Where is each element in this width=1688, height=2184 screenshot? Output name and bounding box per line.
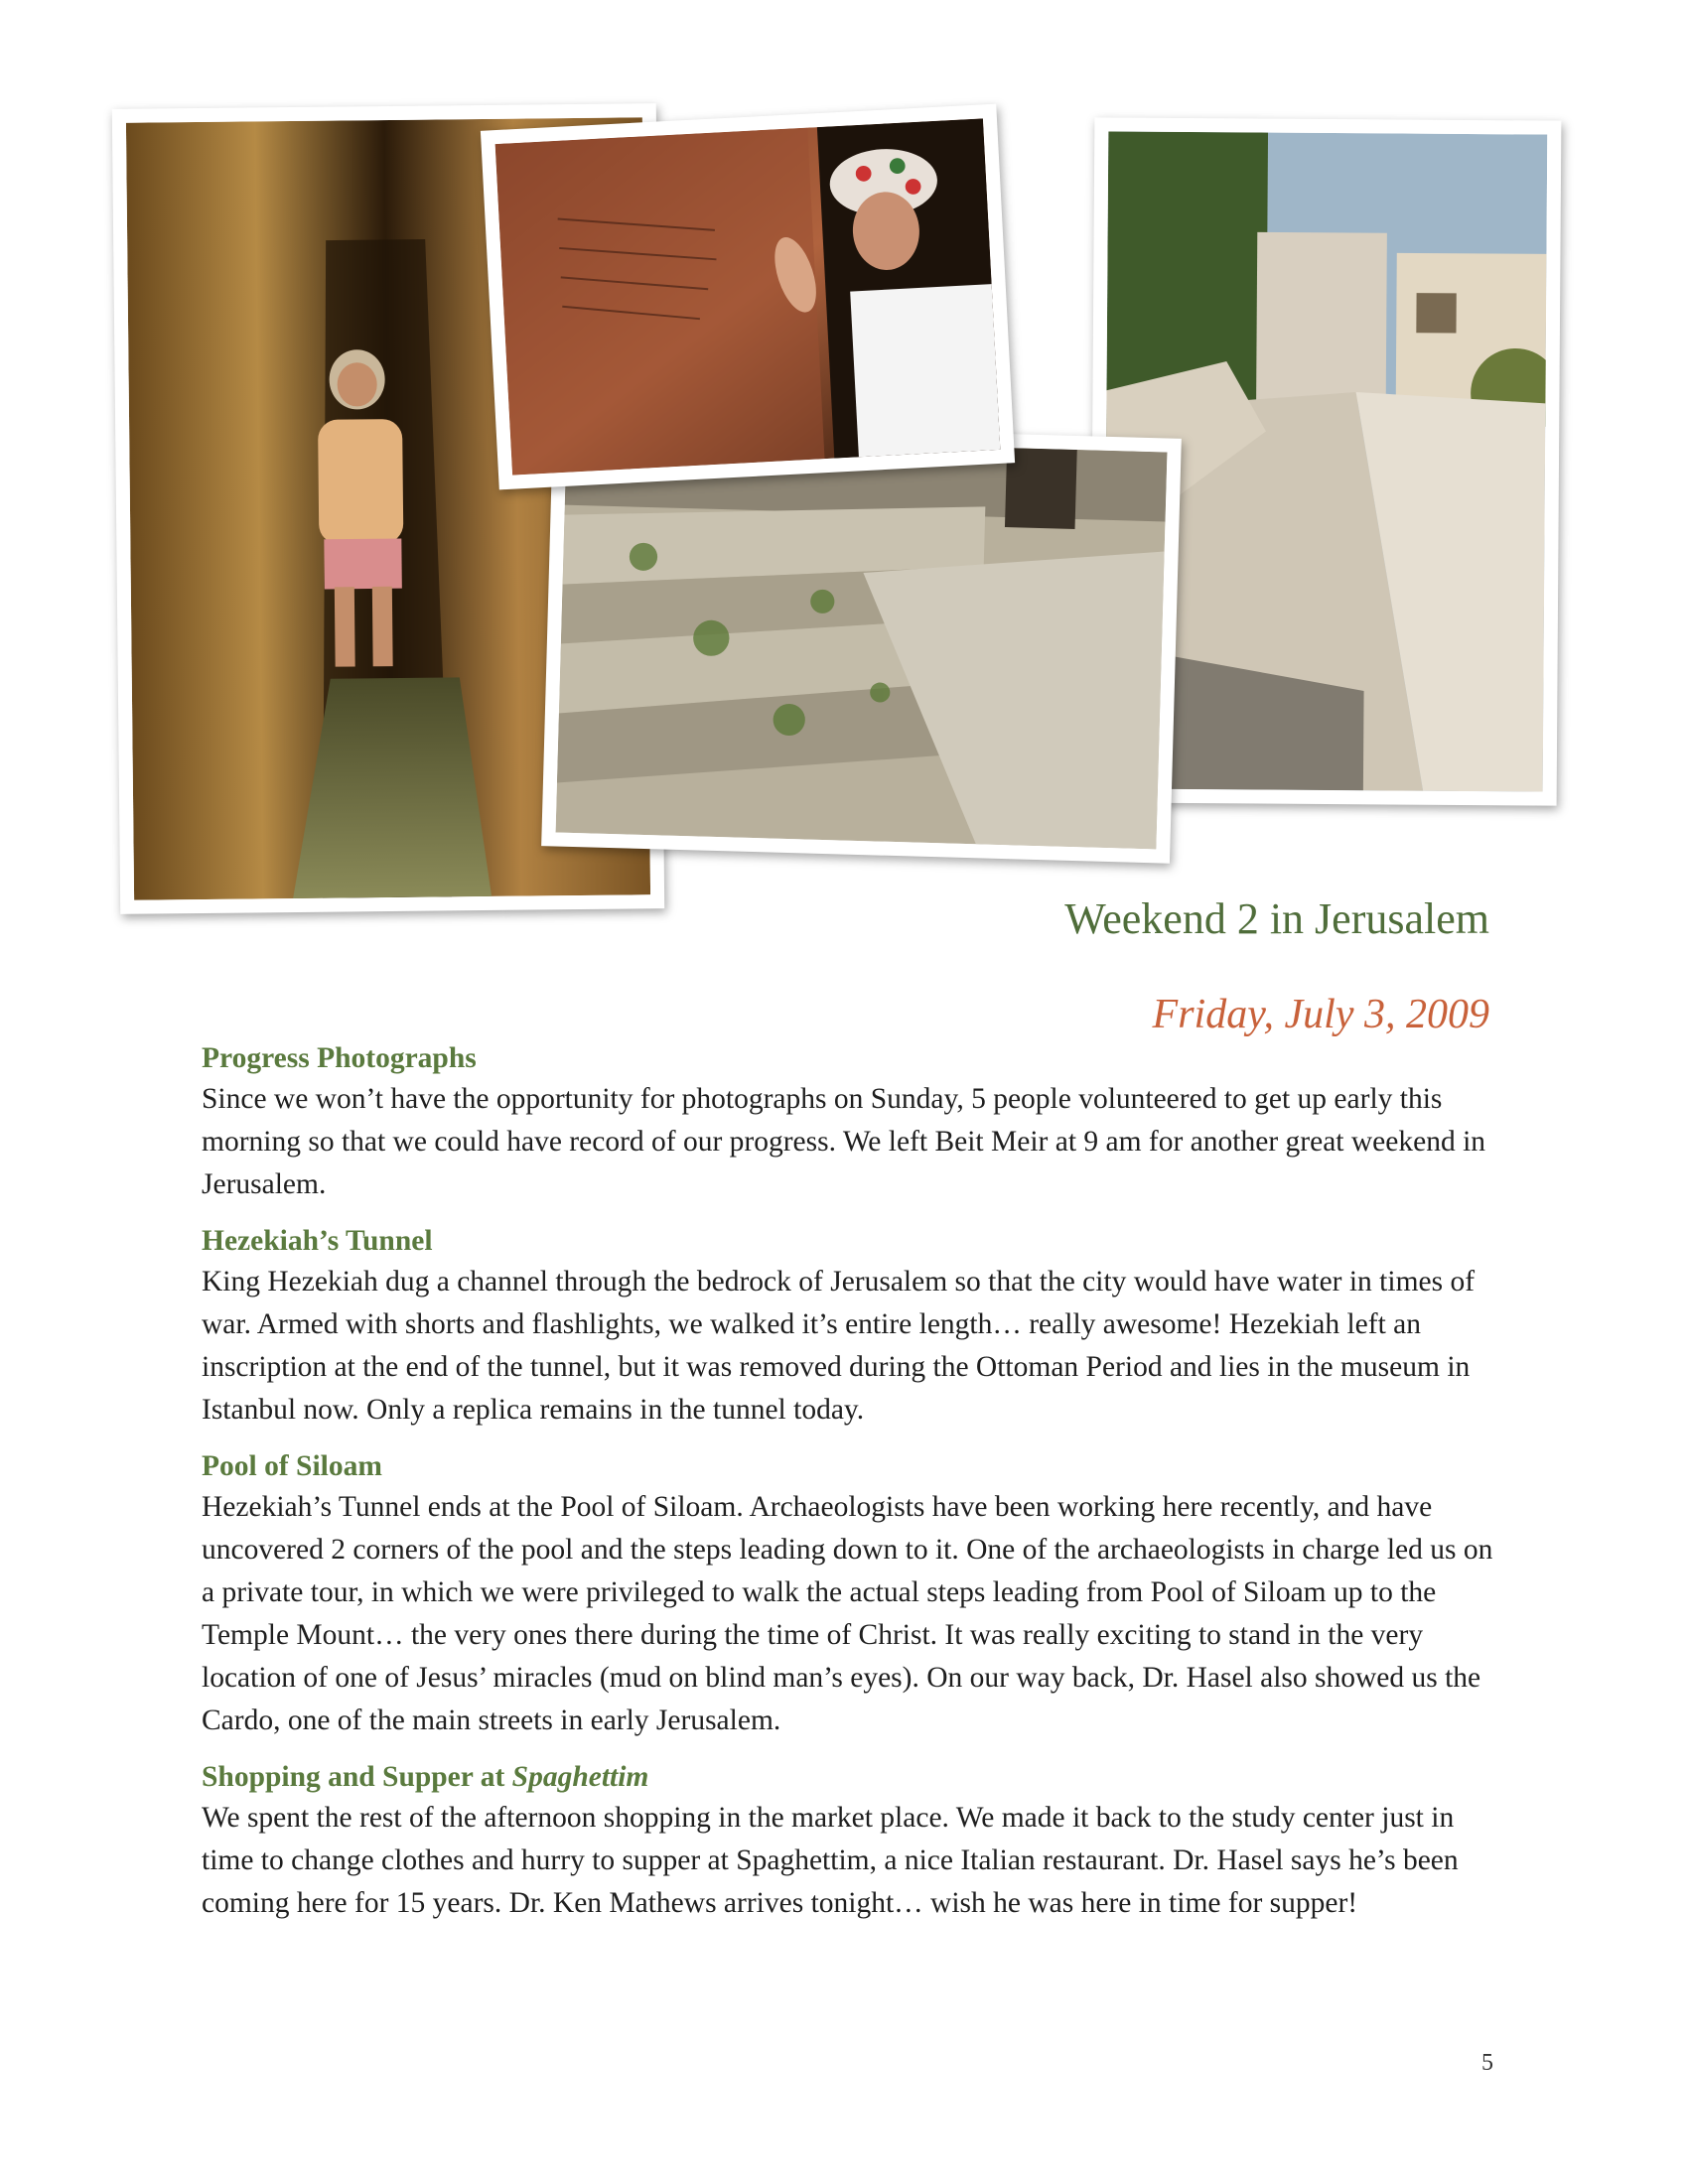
page-title: Weekend 2 in Jerusalem bbox=[1064, 894, 1489, 943]
page-number: 5 bbox=[1481, 2050, 1493, 2076]
section-paragraph: King Hezekiah dug a channel through the bedrock of Jerusalem so that the city would have water in times of war. Armed with shorts and flashlights, we walked it’s entire length… really awesome! Hezekiah left an inscription at the end of the tunnel, but it was removed during the Ottoman Period and lies in the museum in Istanbul now. Only a replica remains in the tunnel today. bbox=[202, 1266, 1476, 1426]
section-pool-of-siloam bbox=[202, 1450, 1502, 1742]
section-paragraph: Hezekiah’s Tunnel ends at the Pool of Siloam. Archaeologists have been working here recently, and have uncovered 2 corners of the pool and the steps leading down to it. One of the archaeologists in charge led us on a private tour, in which we were privileged to walk the actual steps leading from Pool of Siloam up to the Temple Mount… the very ones there during the time of Christ. It was really exciting to stand in the very location of one of Jesus’ miracles (mud on blind man’s eyes). On our way back, Dr. Hasel also showed us the Cardo, one of the main streets in early Jerusalem. bbox=[202, 1491, 1493, 1736]
section-hezekiahs-tunnel bbox=[202, 1225, 1502, 1432]
section-heading-text: Shopping and Supper at bbox=[202, 1761, 512, 1793]
article-body bbox=[202, 1042, 1502, 1944]
section-heading: Hezekiah’s Tunnel bbox=[202, 1225, 433, 1257]
section-heading: Pool of Siloam bbox=[202, 1450, 382, 1482]
section-paragraph: We spent the rest of the afternoon shopping in the market place. We made it back to the study center just in time to change clothes and hurry to supper at Spaghettim, a nice Italian restaurant. Dr. Hasel says he’s been coming here for 15 years. Dr. Ken Mathews arrives tonight… wish he was here in time for supper! bbox=[202, 1802, 1459, 1919]
section-progress-photographs bbox=[202, 1042, 1502, 1206]
section-heading-italic: Spaghettim bbox=[511, 1761, 649, 1793]
section-heading bbox=[202, 1761, 1502, 1794]
pool-steps-photo bbox=[541, 421, 1182, 864]
section-paragraph: Since we won’t have the opportunity for photographs on Sunday, 5 people volunteered to get up early this morning so that we could have record of our progress. We left Beit Meir at 9 am for another great weekend in Jerusalem. bbox=[202, 1083, 1486, 1200]
inscription-photo bbox=[481, 104, 1015, 490]
page-date: Friday, July 3, 2009 bbox=[1152, 992, 1489, 1037]
section-shopping-supper bbox=[202, 1761, 1502, 1925]
section-heading: Progress Photographs bbox=[202, 1042, 477, 1074]
